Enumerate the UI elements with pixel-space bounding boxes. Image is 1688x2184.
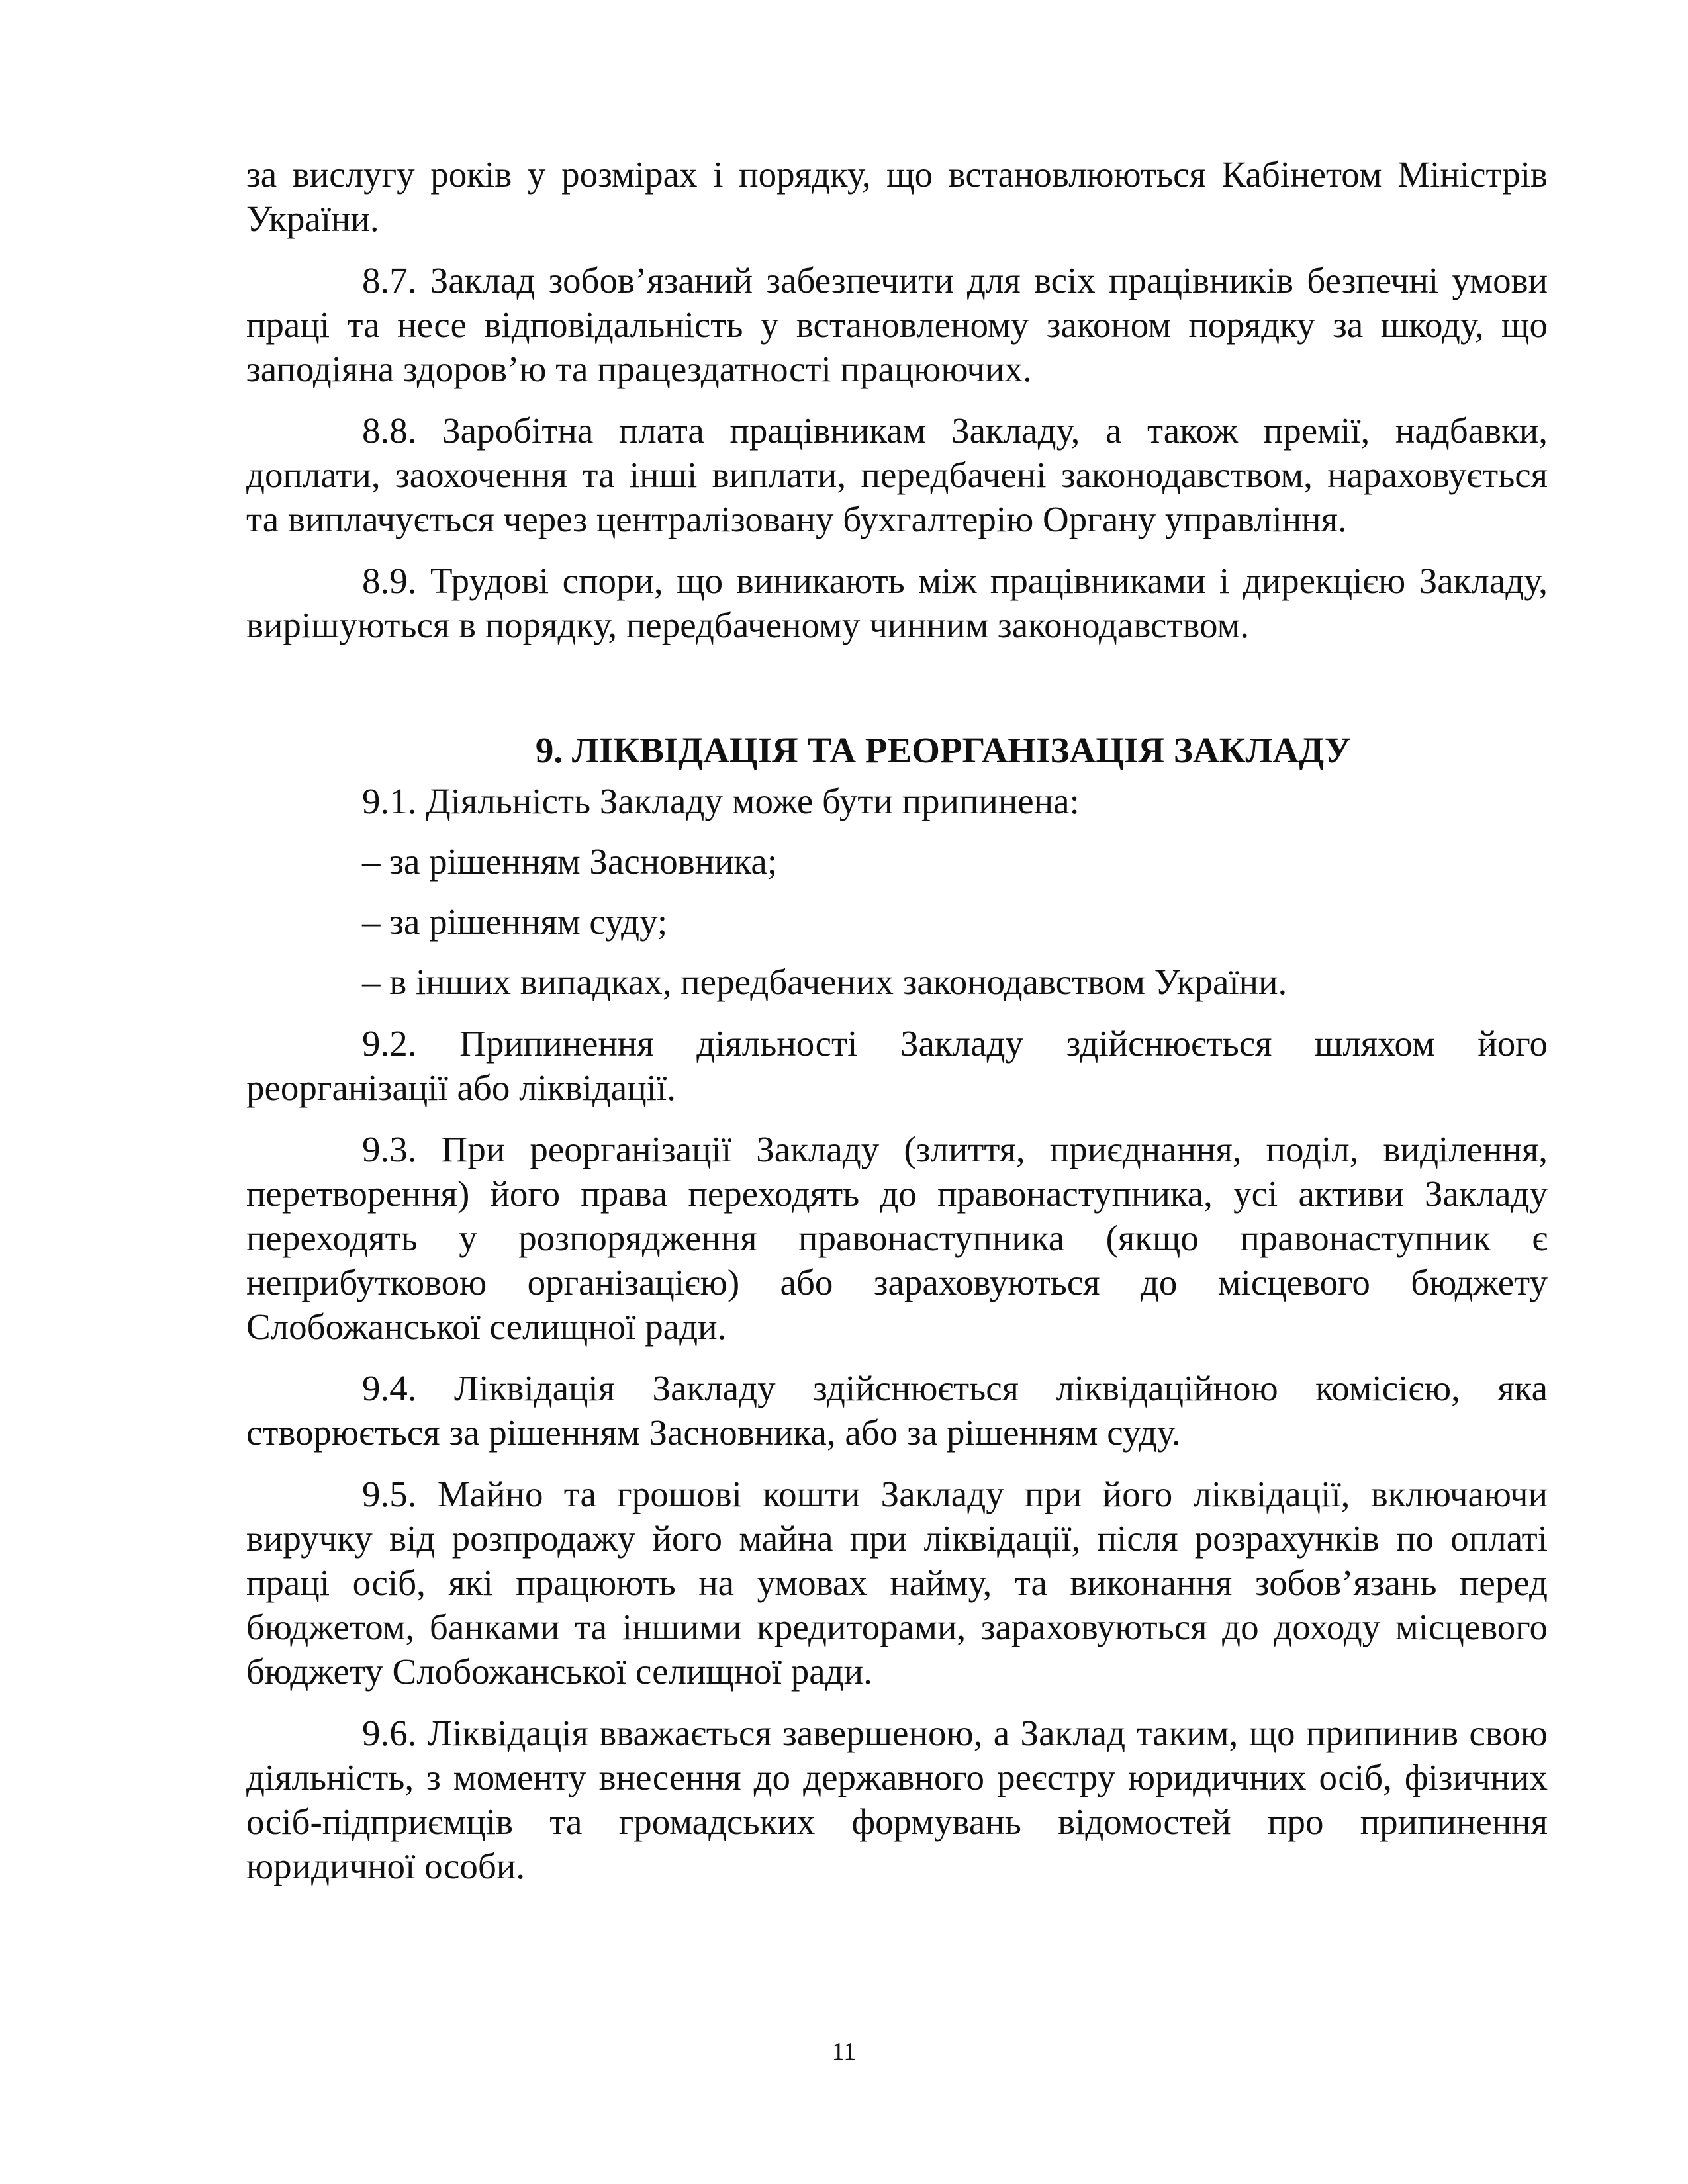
paragraph-9-5: 9.5. Майно та грошові кошти Закладу при його ліквідації, включаючи виручку від розпродажу його майна при ліквідації, після розрахунків по оплаті праці осіб, які працюють на умовах найму, та виконання зобов’язань перед бюджетом, банками та іншими кредиторами, зараховуються до доходу місцевого бюджету Слобожанської селищної ради.: [246, 1474, 1548, 1692]
paragraph-8-6-continuation: за вислугу років у розмірах і порядку, що встановлюються Кабінетом Міністрів України.: [246, 154, 1548, 239]
list-item: – в інших випадках, передбачених законодавством України.: [362, 962, 1288, 1002]
paragraph-9-2: 9.2. Припинення діяльності Закладу здійснюється шляхом його реорганізації або ліквідації.: [246, 1023, 1548, 1108]
paragraph-9-6: 9.6. Ліквідація вважається завершеною, а Заклад таким, що припинив свою діяльність, з моменту внесення до державного реєстру юридичних осіб, фізичних осіб-підприємців та громадських формувань відомостей про припинення юридичної особи.: [246, 1713, 1548, 1886]
document-page: [246, 152, 1548, 1888]
paragraph-9-1: 9.1. Діяльність Закладу може бути припинена:: [362, 781, 1080, 821]
section-9-heading: 9. ЛІКВІДАЦІЯ ТА РЕОРГАНІЗАЦІЯ ЗАКЛАДУ: [535, 730, 1352, 770]
page-number: 11: [831, 2038, 857, 2066]
list-item: – за рішенням Засновника;: [362, 841, 778, 882]
paragraph-8-7: 8.7. Заклад зобов’язаний забезпечити для всіх працівників безпечні умови праці та несе відповідальність у встановленому законом порядку за шкоду, що заподіяна здоров’ю та працездатності працюючих.: [246, 260, 1548, 389]
paragraph-8-8: 8.8. Заробітна плата працівникам Закладу, а також премії, надбавки, доплати, заохочення та інші виплати, передбачені законодавством, нараховується та виплачується через централізовану бухгалтерію Органу управління.: [246, 410, 1548, 539]
paragraph-9-3: 9.3. При реорганізації Закладу (злиття, приєднання, поділ, виділення, перетворення) його права переходять до правонаступника, усі активи Закладу переходять у розпорядження правонаступника (якщо правонаступник є неприбутковою організацією) або зараховуються до місцевого бюджету Слобожанської селищної ради.: [246, 1129, 1548, 1347]
paragraph-9-4: 9.4. Ліквідація Закладу здійснюється ліквідаційною комісією, яка створюється за рішенням Засновника, або за рішенням суду.: [246, 1368, 1548, 1453]
paragraph-8-9: 8.9. Трудові спори, що виникають між працівниками і дирекцією Закладу, вирішуються в порядку, передбаченому чинним законодавством.: [246, 561, 1548, 645]
list-item: – за рішенням суду;: [362, 901, 668, 942]
